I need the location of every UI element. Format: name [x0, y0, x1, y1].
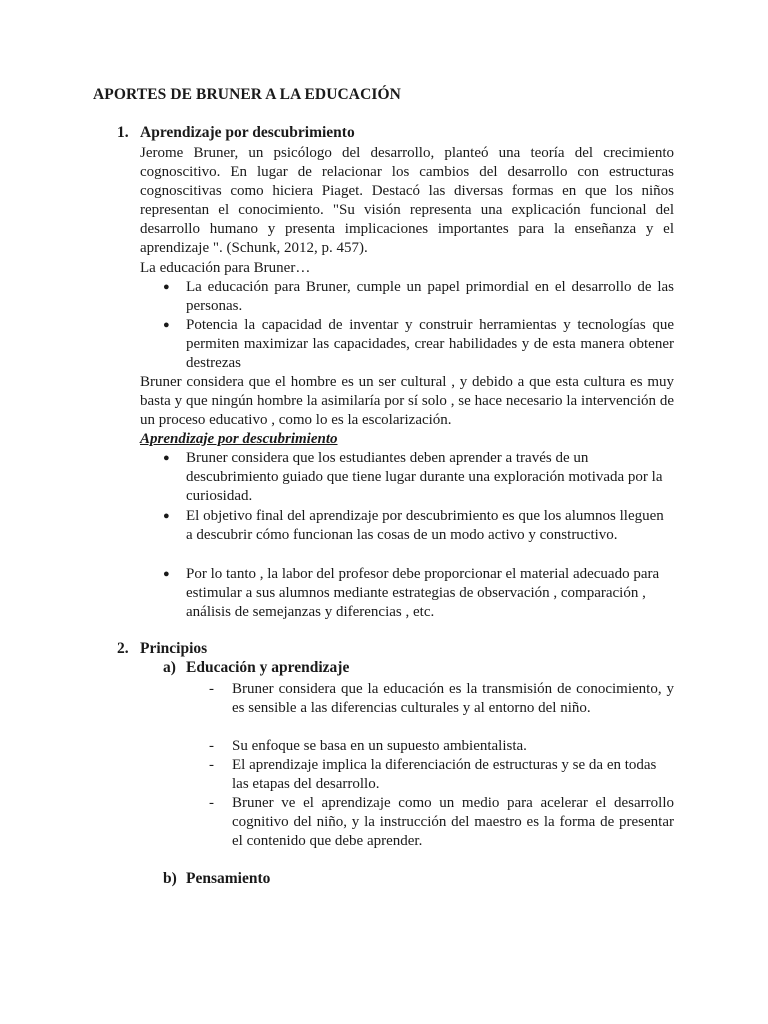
principle-item-2: Su enfoque se basa en un supuesto ambientalista. — [232, 738, 527, 754]
bullet-b-2: El objetivo final del aprendizaje por descubrimiento es que los alumnos lleguen a descubrir cómo funcionan las cosas de un modo activo y constructivo. — [186, 508, 664, 543]
bullet-icon: ● — [163, 568, 170, 580]
subsection-b-letter: b) — [163, 870, 177, 887]
section-1-title: Aprendizaje por descubrimiento — [140, 124, 355, 141]
subsection-a-title: Educación y aprendizaje — [186, 659, 350, 676]
bullet-icon: ● — [163, 510, 170, 522]
section-2-number: 2. — [117, 640, 129, 657]
bullet-icon: ● — [163, 452, 170, 464]
section-2-title: Principios — [140, 640, 208, 657]
bullet-b-3: Por lo tanto , la labor del profesor debe proporcionar el material adecuado para estimular a sus alumnos mediante estrategias de observación , comparación , análisis de semejanzas y diferencias , etc. — [186, 566, 660, 620]
document-title: APORTES DE BRUNER A LA EDUCACIÓN — [93, 86, 401, 103]
subsection-a-letter: a) — [163, 659, 176, 676]
dash-icon: - — [209, 757, 214, 773]
dash-icon: - — [209, 795, 214, 811]
bullet-icon: ● — [163, 281, 170, 293]
bullet-b-1: Bruner considera que los estudiantes deben aprender a través de un descubrimiento guiado que tiene lugar durante una exploración motivada por la curiosidad. — [186, 450, 663, 504]
bullet-icon: ● — [163, 319, 170, 331]
section-1-intro: La educación para Bruner… — [140, 260, 311, 276]
culture-paragraph: Bruner considera que el hombre es un ser cultural , y debido a que esta cultura es muy basta y que ningún hombre la asimilaría por sí solo , se hace necesario la intervención de un proceso educativo , como lo es la escolarización. — [140, 374, 674, 428]
principle-item-4: Bruner ve el aprendizaje como un medio para acelerar el desarrollo cognitivo del niño, y la instrucción del maestro es la forma de presentar el contenido que debe aprender. — [232, 795, 674, 849]
principle-item-3: El aprendizaje implica la diferenciación de estructuras y se da en todas las etapas del desarrollo. — [232, 757, 657, 792]
section-1-number: 1. — [117, 124, 129, 141]
bullet-a-1: La educación para Bruner, cumple un papel primordial en el desarrollo de las personas. — [186, 279, 674, 314]
section-1-paragraph: Jerome Bruner, un psicólogo del desarrollo, planteó una teoría del crecimiento cognoscitivo. En lugar de relacionar los cambios del desarrollo con estructuras cognoscitivas como hiciera Piaget. Destacó las diversas formas en que los niños representan el conocimiento. "Su visión representa una explicación funcional del desarrollo humano y presenta implicaciones importantes para la enseñanza y el aprendizaje ". (Schunk, 2012, p. 457). — [140, 145, 674, 256]
bullet-a-2: Potencia la capacidad de inventar y construir herramientas y tecnologías que permiten maximizar las capacidades, crear habilidades y de esta manera obtener destrezas — [186, 317, 674, 371]
subsection-b-title: Pensamiento — [186, 870, 271, 887]
dash-icon: - — [209, 681, 214, 697]
dash-icon: - — [209, 738, 214, 754]
principle-item-1: Bruner considera que la educación es la transmisión de conocimiento, y es sensible a las diferencias culturales y al entorno del niño. — [232, 681, 674, 716]
discovery-subheading: Aprendizaje por descubrimiento — [140, 431, 338, 447]
